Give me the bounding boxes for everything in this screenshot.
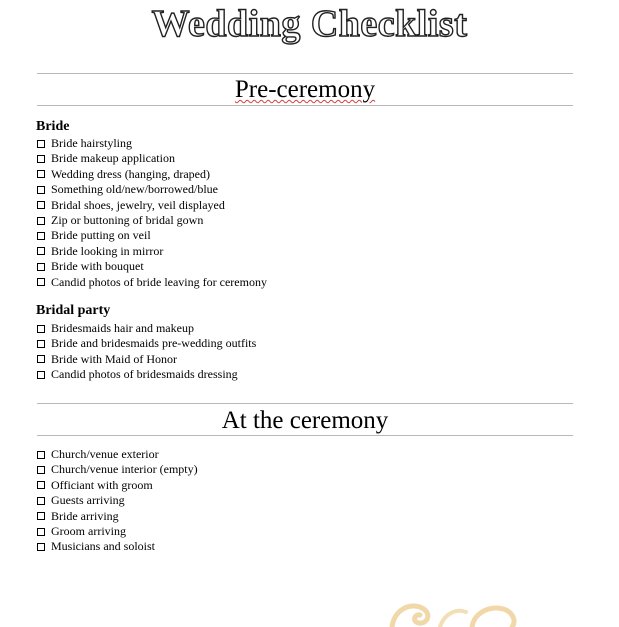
item-label: Bride makeup application xyxy=(51,151,175,166)
item-label: Bride hairstyling xyxy=(51,136,132,150)
checklist-item[interactable] xyxy=(37,493,198,508)
checkbox-icon[interactable] xyxy=(37,497,45,505)
section-heading-pre-ceremony: Pre-ceremony xyxy=(234,76,376,103)
section-divider-bottom xyxy=(37,435,573,436)
checklist-bridal-party xyxy=(37,321,256,383)
checklist-ceremony xyxy=(37,447,198,555)
item-label: Church/venue interior (empty) xyxy=(51,462,198,477)
checkbox-icon[interactable] xyxy=(37,528,45,536)
swirl-ornament-icon xyxy=(388,596,518,627)
checkbox-icon[interactable] xyxy=(37,186,45,194)
item-label: Bride looking in mirror xyxy=(51,243,164,258)
item-label: Wedding dress (hanging, draped) xyxy=(51,166,210,181)
item-label: Church/venue exterior xyxy=(51,447,159,461)
checkbox-icon[interactable] xyxy=(37,155,45,163)
item-label: Musicians and soloist xyxy=(51,539,155,554)
checkbox-icon[interactable] xyxy=(37,355,45,363)
checkbox-icon[interactable] xyxy=(37,543,45,551)
checkbox-icon[interactable] xyxy=(37,466,45,474)
checkbox-icon[interactable] xyxy=(37,247,45,255)
checklist-item[interactable] xyxy=(37,244,267,259)
checklist-item[interactable] xyxy=(37,136,267,151)
checklist-item[interactable] xyxy=(37,167,267,182)
section-divider-bottom xyxy=(37,105,573,106)
checkbox-icon[interactable] xyxy=(37,232,45,240)
section-divider-top xyxy=(37,73,573,74)
checkbox-icon[interactable] xyxy=(37,278,45,286)
checkbox-icon[interactable] xyxy=(37,371,45,379)
item-label: Bride putting on veil xyxy=(51,228,151,243)
checklist-item[interactable] xyxy=(37,539,198,554)
checklist-item[interactable] xyxy=(37,336,256,351)
checklist-item[interactable] xyxy=(37,478,198,493)
checklist-item[interactable] xyxy=(37,352,256,367)
checklist-item[interactable] xyxy=(37,462,198,477)
item-label: Bride and bridesmaids pre-wedding outfits xyxy=(51,336,257,351)
item-label: Something old/new/borrowed/blue xyxy=(51,182,218,197)
item-label: Bride arriving xyxy=(51,508,119,523)
checklist-item[interactable] xyxy=(37,228,267,243)
checklist-item[interactable] xyxy=(37,213,267,228)
document-title: Wedding Checklist xyxy=(151,3,468,45)
checklist-item[interactable] xyxy=(37,321,256,336)
checkbox-icon[interactable] xyxy=(37,340,45,348)
checklist-item[interactable] xyxy=(37,447,198,462)
item-label: Bridal shoes, jewelry, veil displayed xyxy=(51,197,225,212)
checkbox-icon[interactable] xyxy=(37,325,45,333)
item-label: Candid photos of bridesmaids dressing xyxy=(51,367,238,382)
checklist-item[interactable] xyxy=(37,259,267,274)
item-label: Zip or buttoning of bridal gown xyxy=(51,212,204,227)
checkbox-icon[interactable] xyxy=(37,201,45,209)
checkbox-icon[interactable] xyxy=(37,263,45,271)
checklist-item[interactable] xyxy=(37,182,267,197)
checkbox-icon[interactable] xyxy=(37,512,45,520)
section-divider-top xyxy=(37,403,573,404)
item-label: Guests arriving xyxy=(51,493,125,508)
checklist-item[interactable] xyxy=(37,275,267,290)
checklist-item[interactable] xyxy=(37,151,267,166)
checkbox-icon[interactable] xyxy=(37,170,45,178)
checklist-item[interactable] xyxy=(37,198,267,213)
checkbox-icon[interactable] xyxy=(37,451,45,459)
item-label: Officiant with groom xyxy=(51,477,153,492)
item-label: Bride with Maid of Honor xyxy=(51,351,177,366)
item-label: Candid photos of bride leaving for ceremony xyxy=(51,274,267,289)
checkbox-icon[interactable] xyxy=(37,140,45,148)
subheading-bride: Bride xyxy=(36,119,70,134)
checklist-item[interactable] xyxy=(37,524,198,539)
checkbox-icon[interactable] xyxy=(37,481,45,489)
checkbox-icon[interactable] xyxy=(37,217,45,225)
checklist-item[interactable] xyxy=(37,367,256,382)
checklist-bride xyxy=(37,136,267,290)
item-label: Bride with bouquet xyxy=(51,259,144,274)
subheading-bridal-party: Bridal party xyxy=(36,303,111,318)
item-label: Bridesmaids hair and makeup xyxy=(51,321,194,335)
section-heading-at-ceremony: At the ceremony xyxy=(221,407,389,434)
item-label: Groom arriving xyxy=(51,523,126,538)
checklist-item[interactable] xyxy=(37,509,198,524)
